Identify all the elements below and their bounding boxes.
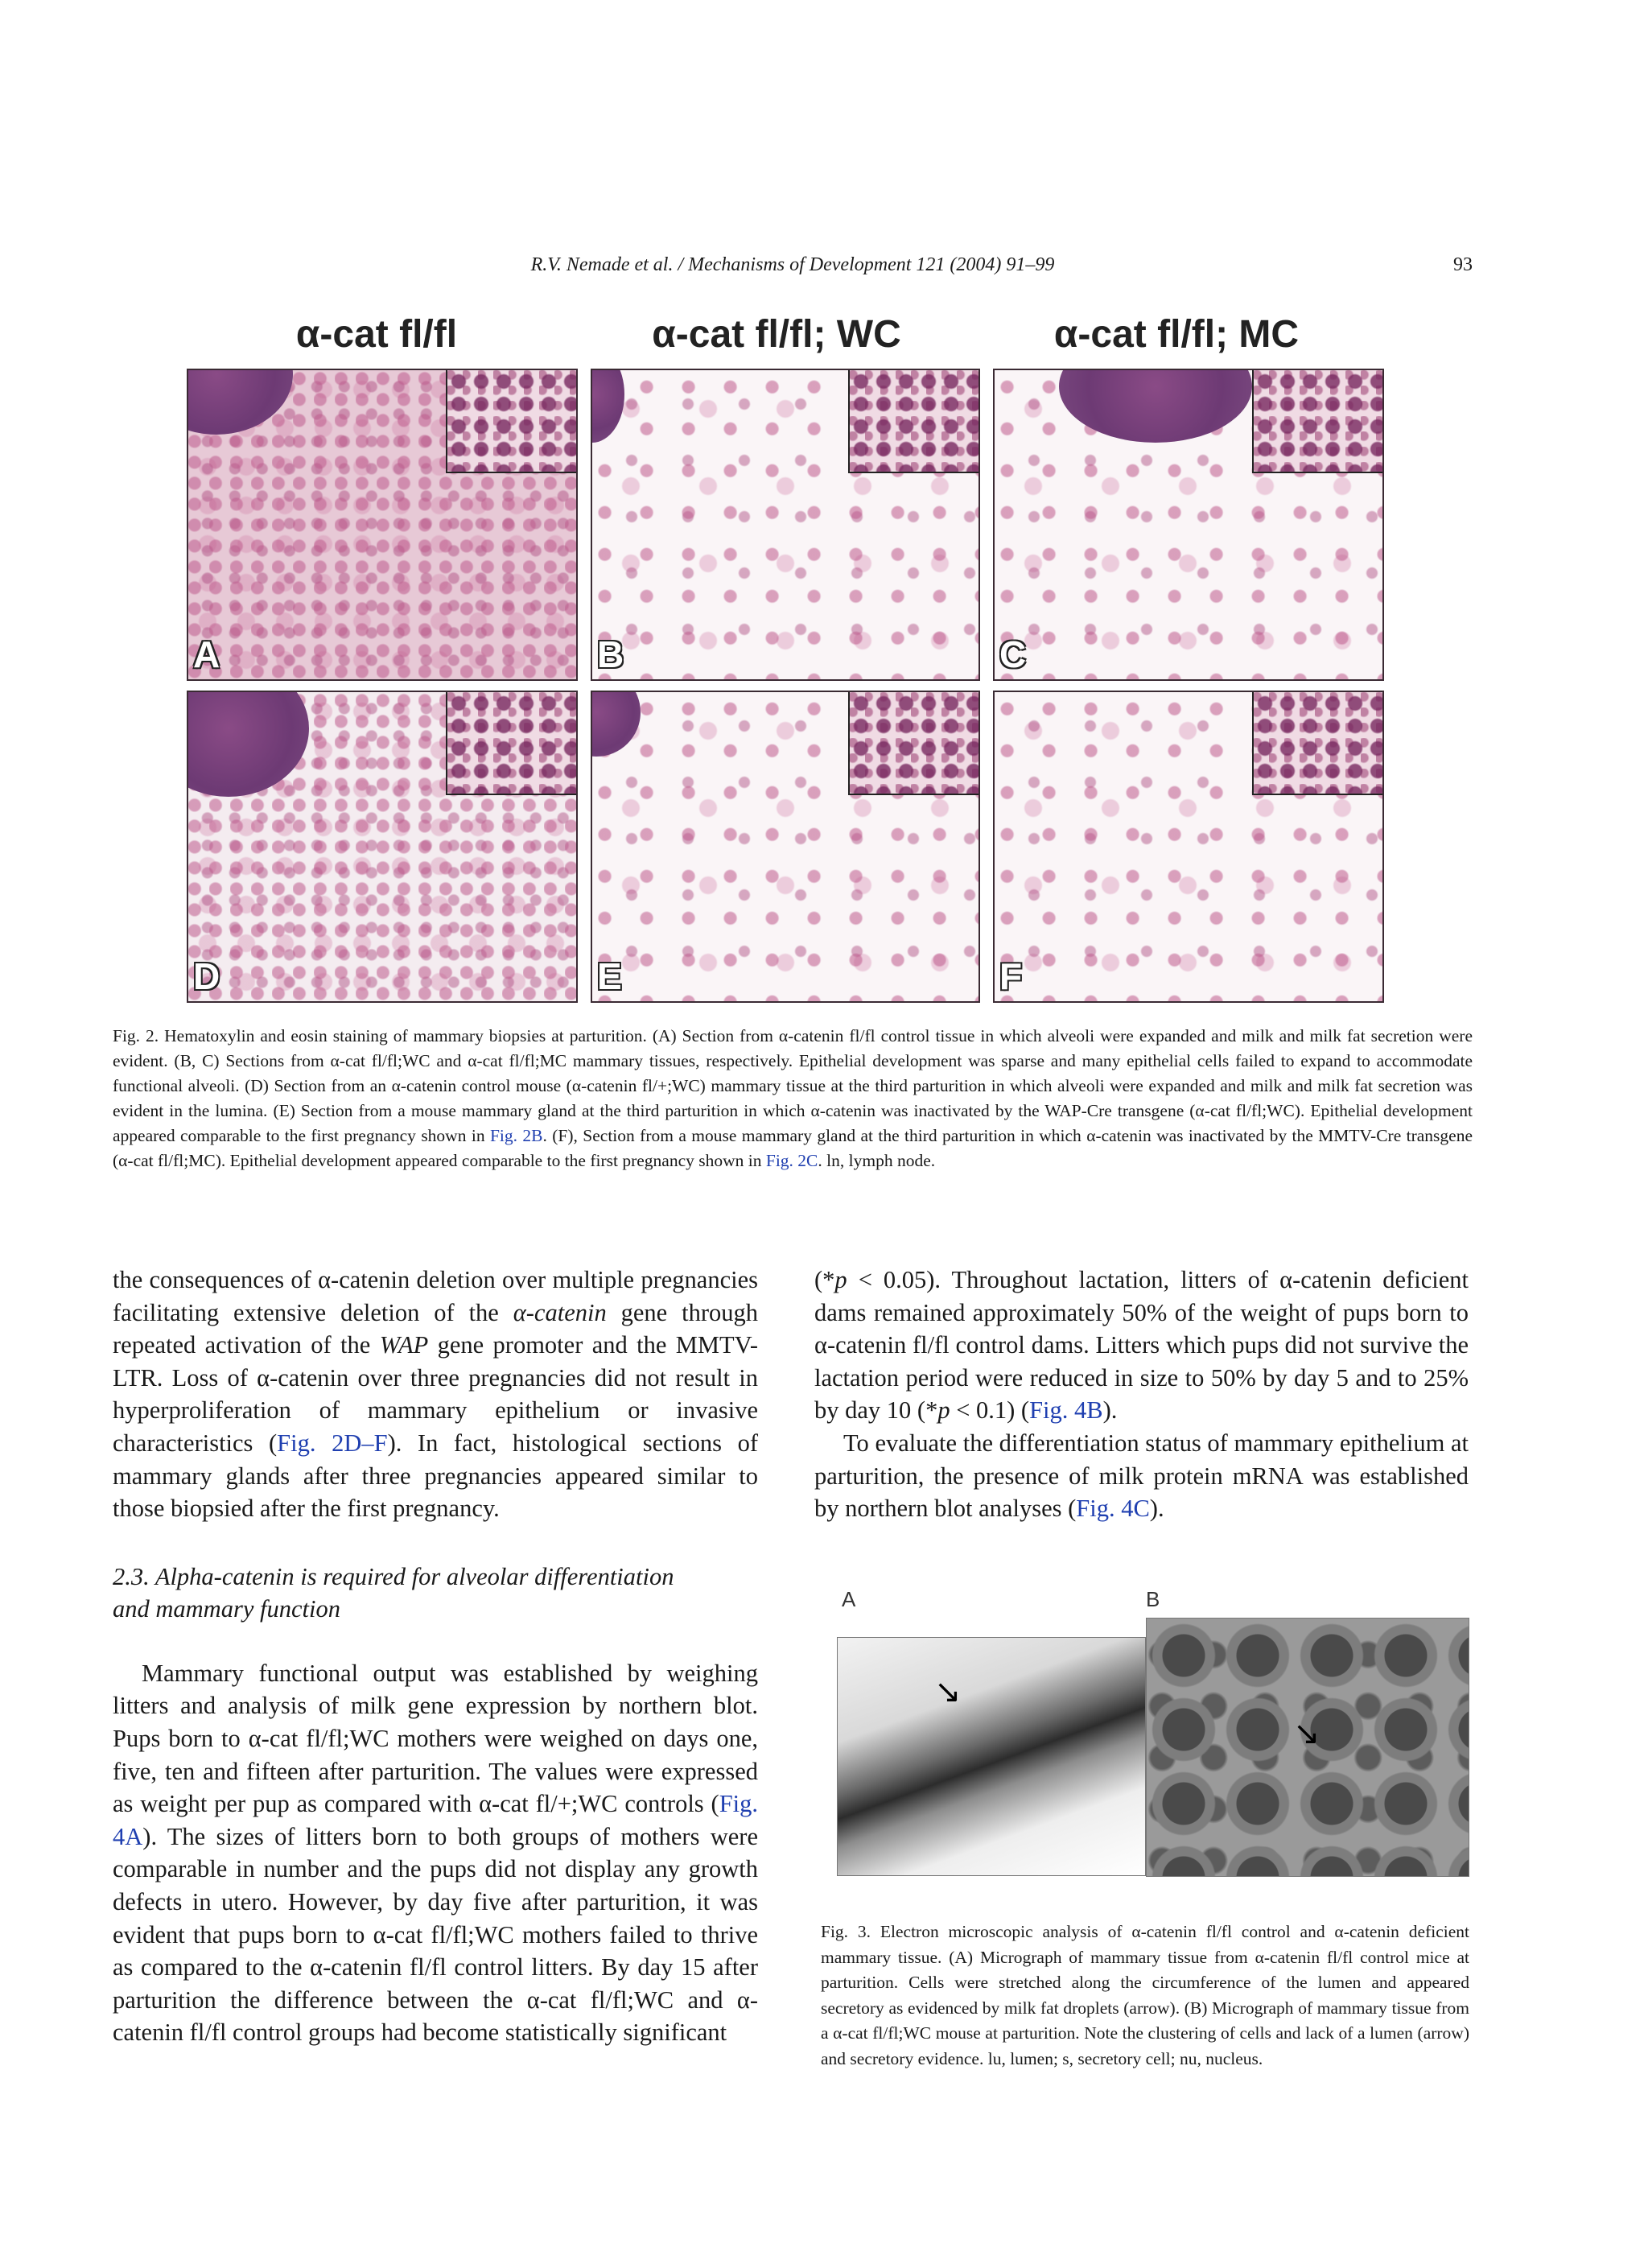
arrow-icon: ↘ [934,1673,962,1710]
fig4c-link[interactable]: Fig. 4C [1076,1495,1150,1523]
left-column [113,1264,758,2049]
text-run: ). In fact, histological sections of mammary glands after three pregnancies appeared similar to those biopsied after the first pregnancy. [113,1429,758,1523]
p-value-symbol: p [937,1396,950,1425]
lymph-node-shape [187,691,309,797]
fig2-inset-a [446,370,576,473]
lymph-node-shape [187,369,293,435]
fig2-caption-text: . ln, lymph node. [818,1151,936,1170]
fig2-inset-e [848,692,978,795]
arrow-icon: ↘ [1293,1715,1320,1752]
fig2-column-title-control: α-cat fl/fl [295,313,458,356]
section-heading-line: and mammary function [113,1594,340,1623]
text-run: ). [1102,1396,1118,1425]
fig2-panel-b [591,369,980,681]
fig3-micrograph-a [837,1637,1146,1876]
fig2-column-title-mc: α-cat fl/fl; MC [1053,313,1300,356]
fig4a-link[interactable]: Fig. 4A [113,1790,758,1850]
fig2-panel-e [591,691,980,1003]
text-run: < 0.1) ( [950,1396,1030,1425]
fig2-panel-a [187,369,578,681]
running-header [113,254,1473,283]
fig2b-link[interactable]: Fig. 2B [489,1126,543,1145]
body-paragraph [113,1264,758,1525]
lymph-node-shape [1059,369,1252,443]
lymph-node-shape [591,691,641,757]
text-run: the consequences of α-catenin deletion over multiple pregnancies facilitating extensive deletion of the [113,1266,758,1326]
section-heading [113,1561,758,1625]
running-title: R.V. Nemade et al. / Mechanisms of Development 121 (2004) 91–99 [530,254,1055,275]
text-run: < 0.05). Throughout lactation, litters of α-catenin deficient dams remained approximately 50% of the weight of pups born to α-catenin fl/fl control dams. Litters which pups did not survive the lactation period were reduced in size to 50% by day 5 and to 25% by day 10 (* [814,1266,1469,1425]
fig2-caption-text: Fig. 2. Hematoxylin and eosin staining of mammary biopsies at parturition. (A) Section from α-catenin fl/fl control tissue in which alveoli were expanded and milk and milk fat secretion were evident. (B, C) Sections from α-cat fl/fl;WC and α-cat fl/fl;MC mammary tissues, respectively. Epithelial development was sparse and many epithelial cells failed to expand to accommodate functional alveoli. (D) Section from an α-catenin control mouse (α-catenin fl/+;WC) mammary tissue at the third parturition in which alveoli were expanded and milk and milk fat secretion was evident in the lumina. (E) Section from a mouse mammary gland at the third parturition in which α-catenin was inactivated by the WAP-Cre transgene (α-cat fl/fl;WC). Epithelial development appeared comparable to the first pregnancy shown in [113,1026,1473,1145]
section-heading-line: 2.3. Alpha-catenin is required for alveolar differentiation [113,1562,674,1590]
fig2-inset-c [1252,370,1382,473]
right-column [814,1264,1469,1525]
fig2-inset-f [1252,692,1382,795]
panel-label-e: E [597,955,622,997]
text-run: gene through repeated activation of the [113,1298,759,1359]
fig3-panel-label-a: A [842,1587,856,1611]
fig2-inset-b [848,370,978,473]
body-paragraph [113,1657,758,2049]
fig2-panel-f [993,691,1384,1003]
text-run: gene promoter and the MMTV-LTR. Loss of α-catenin over three pregnancies did not result in hyperproliferation of mammary epithelium or invasive characteristics ( [113,1331,758,1457]
panel-label-a: A [193,633,220,675]
page-number: 93 [1453,254,1473,275]
fig2-panel-d [187,691,578,1003]
text-run: ). The sizes of litters born to both groups of mothers were comparable in number and the pups did not display any growth defects in utero. However, by day five after parturition, it was evident that pups born to α-cat fl/fl;WC mothers failed to thrive as compared to the α-catenin fl/fl control litters. By day 15 after parturition the difference between the α-cat fl/fl;WC and α-catenin fl/fl control groups had become statistically significant [113,1822,758,2047]
fig2-caption-text: . (F), Section from a mouse mammary gland at the third parturition in which α-catenin was inactivated by the MMTV-Cre transgene (α-cat fl/fl;MC). Epithelial development appeared comparable to the first pregnancy shown in [113,1126,1473,1170]
panel-label-d: D [193,955,220,997]
text-run: Mammary functional output was established by weighing litters and analysis of milk gene expression by northern blot. Pups born to α-cat fl/fl;WC mothers were weighed on days one, five, ten and fifteen after parturition. The values were expressed as weight per pup as compared with α-cat fl/+;WC controls ( [113,1659,758,1818]
fig2-caption [113,1024,1473,1173]
text-run: (* [814,1266,835,1293]
panel-label-b: B [597,633,624,675]
fig3-micrograph-b [1146,1618,1469,1877]
lymph-node-shape [591,369,624,443]
panel-label-c: C [999,633,1027,675]
fig4b-link[interactable]: Fig. 4B [1029,1396,1103,1425]
gene-name: WAP [379,1331,429,1359]
fig3-panel-label-b: B [1146,1587,1160,1611]
gene-name: α-catenin [513,1298,607,1326]
text-run: To evaluate the differentiation status of mammary epithelium at parturition, the presence of milk protein mRNA was established by northern blot analyses ( [814,1429,1469,1523]
fig2-column-title-wc: α-cat fl/fl; WC [652,313,901,356]
text-run: ). [1149,1495,1164,1523]
fig2-inset-d [446,692,576,795]
panel-label-f: F [999,955,1023,997]
fig2c-link[interactable]: Fig. 2C [765,1151,818,1170]
fig3-caption: Fig. 3. Electron microscopic analysis of α-catenin fl/fl control and α-catenin deficient mammary tissue. (A) Micrograph of mammary tissue from α-catenin fl/fl control mice at parturition. Cells were stretched along the circumference of the lumen and appeared secretory as evidenced by milk fat droplets (arrow). (B) Micrograph of mammary tissue from a α-cat fl/fl;WC mouse at parturition. Note the clustering of cells and lack of a lumen (arrow) and secretory evidence. lu, lumen; s, secretory cell; nu, nucleus. [821,1922,1469,2068]
p-value-symbol: p [834,1266,847,1293]
fig2d-f-link[interactable]: Fig. 2D–F [277,1429,388,1457]
body-paragraph [814,1427,1469,1525]
body-paragraph [814,1264,1469,1427]
fig2-panel-c [993,369,1384,681]
